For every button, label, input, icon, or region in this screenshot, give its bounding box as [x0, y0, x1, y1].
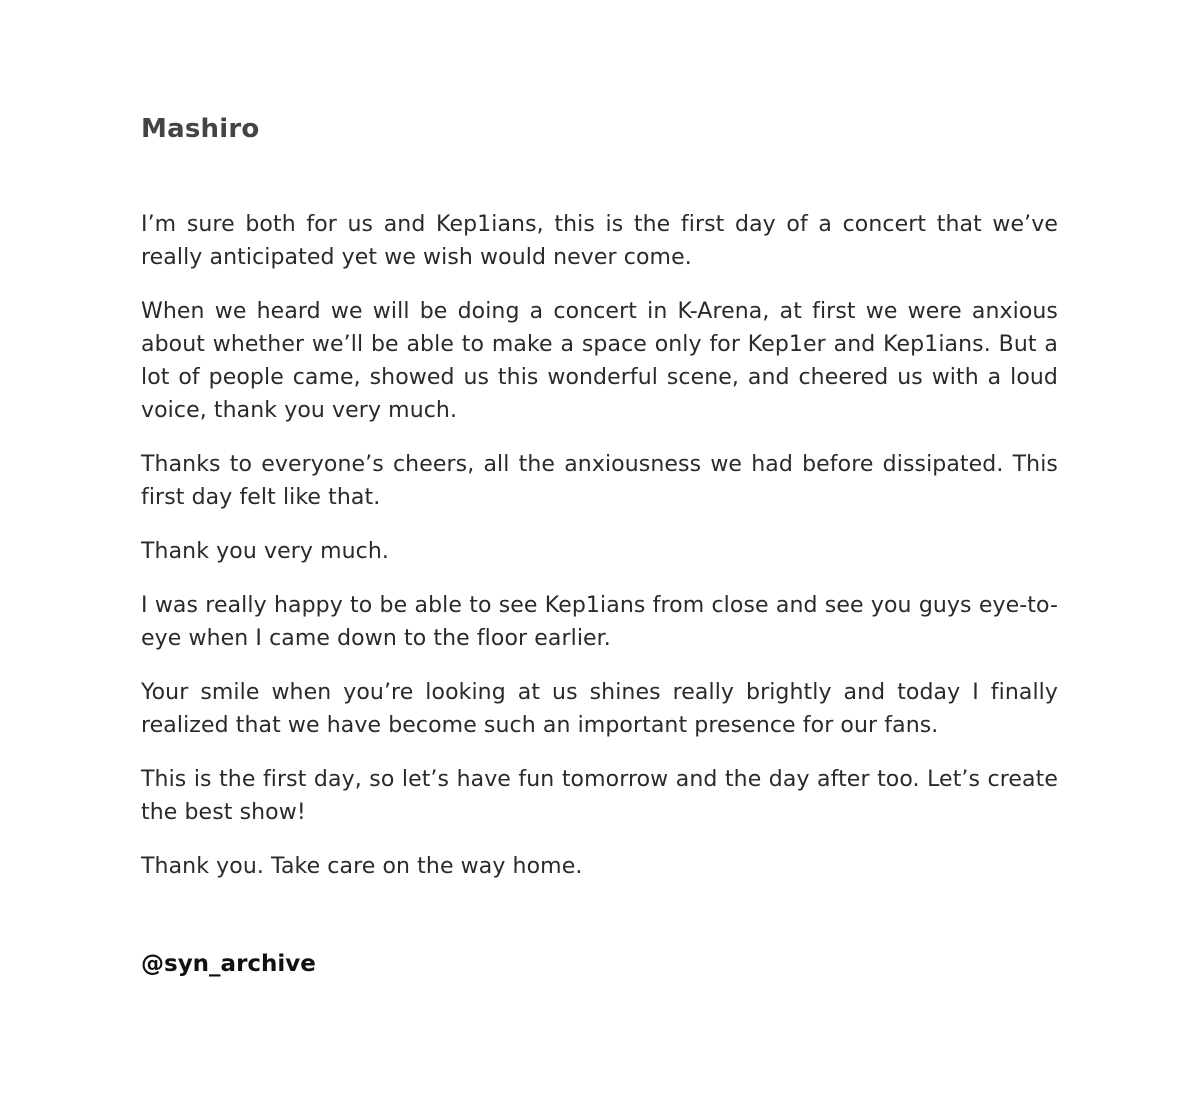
message-paragraph: Thank you very much.	[141, 539, 389, 564]
message-paragraph: This is the first day, so let’s have fun tomorrow and the day after too. Let’s create the best show!	[141, 767, 1058, 825]
translation-document	[141, 112, 1058, 904]
speaker-name: Mashiro	[141, 114, 260, 144]
message-paragraph: Thanks to everyone’s cheers, all the anxiousness we had before dissipated. This first day felt like that.	[141, 452, 1058, 510]
message-paragraph: Thank you. Take care on the way home.	[141, 854, 583, 879]
message-paragraph: When we heard we will be doing a concert in K-Arena, at first we were anxious about whether we’ll be able to make a space only for Kep1er and Kep1ians. But a lot of people came, showed us this wonderful scene, and cheered us with a loud voice, thank you very much.	[141, 299, 1058, 423]
source-credit: @syn_archive	[141, 951, 316, 977]
message-paragraph: I’m sure both for us and Kep1ians, this is the first day of a concert that we’ve really anticipated yet we wish would never come.	[141, 212, 1058, 270]
message-body	[141, 208, 1058, 883]
message-paragraph: I was really happy to be able to see Kep1ians from close and see you guys eye-to-eye when I came down to the floor earlier.	[141, 593, 1058, 651]
message-paragraph: Your smile when you’re looking at us shines really brightly and today I finally realized that we have become such an important presence for our fans.	[141, 680, 1058, 738]
